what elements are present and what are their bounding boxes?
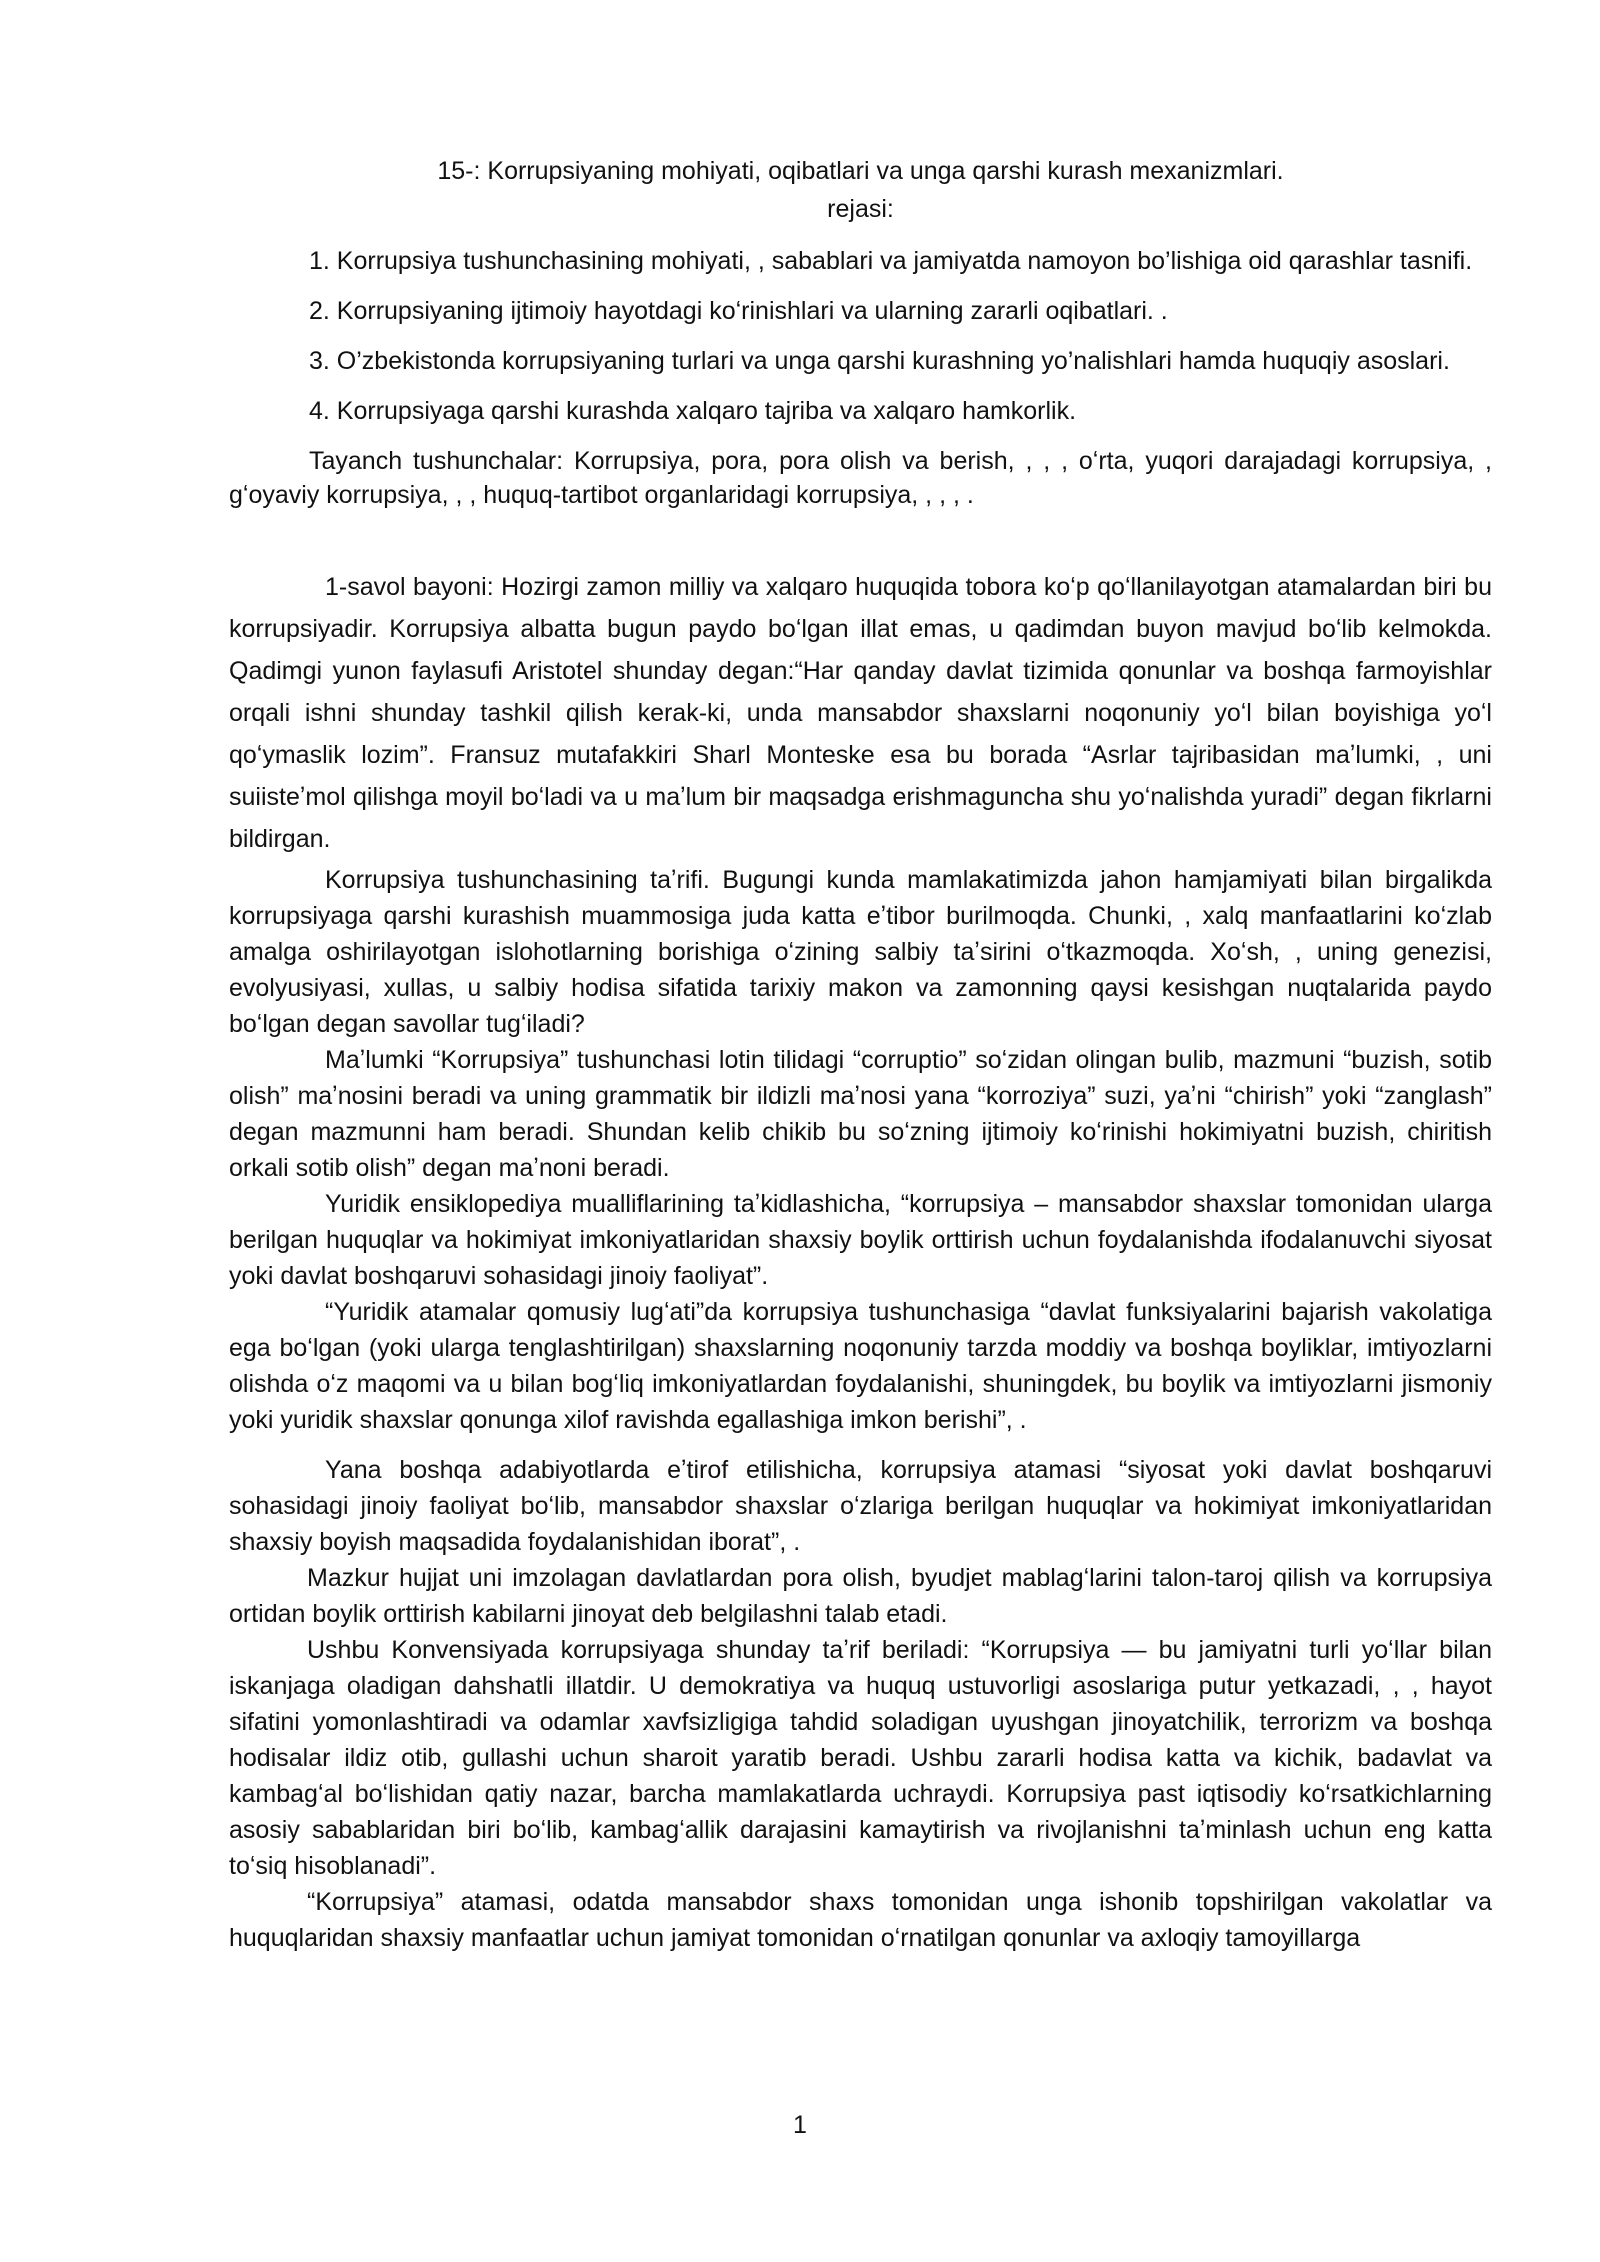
body-paragraph: “Yuridik atamalar qomusiy lugʻati”da korrupsiya tushunchasiga “davlat funksiyalarini bajarish vakolatiga ega boʻlgan (yoki ularga tenglashtirilgan) shaxslarning noqonuniy tarzda moddiy va boshqa boyliklar, imtiyozlarni olishda oʻz maqomi va u bilan bogʻliq imkoniyatlardan foydalanishi, shuningdek, bu boylik va imtiyozlarni jismoniy yoki yuridik shaxslar qonunga xilof ravishda egallashiga imkon berishi”, . (229, 1298, 1492, 1434)
page-number: 1 (793, 2111, 807, 2139)
plan-item-4: 4. Korrupsiyaga qarshi kurashda xalqaro tajriba va xalqaro hamkorlik. (309, 397, 1077, 425)
plan-item-2: 2. Korrupsiyaning ijtimoiy hayotdagi koʻrinishlari va ularning zararli oqibatlari. . (309, 297, 1168, 325)
plan-list (229, 244, 1492, 428)
page-content (229, 152, 1492, 1956)
intro-section (229, 566, 1492, 860)
body-paragraph: Yana boshqa adabiyotlarda eʼtirof etilishicha, korrupsiya atamasi “siyosat yoki davlat boshqaruvi sohasidagi jinoiy faoliyat boʻlib, mansabdor shaxslar oʻzlariga berilgan huquqlar va hokimiyat imkoniyatlaridan shaxsiy boyish maqsadida foydalanishidan iborat”, . (229, 1456, 1492, 1556)
document-subtitle: rejasi: (827, 195, 894, 223)
body-paragraph: Ushbu Konvensiyada korrupsiyaga shunday taʼrif beriladi: “Korrupsiya — bu jamiyatni turli yoʻllar bilan iskanjaga oladigan dahshatli illatdir. U demokratiya va huquq ustuvorligi asoslariga putur yetkazadi, , , hayot sifatini yomonlashtiradi va odamlar xavfsizligiga tahdid soladigan uyushgan jinoyatchilik, terrorizm va boshqa hodisalar ildiz otib, gullashi uchun sharoit yaratib beradi. Ushbu zararli hodisa katta va kichik, badavlat va kambagʻal boʻlishidan qatiy nazar, barcha mamlakatlarda uchraydi. Korrupsiya past iqtisodiy koʻrsatkichlarning asosiy sabablaridan biri boʻlib, kambagʻallik darajasini kamaytirish va rivojlanishni taʼminlash uchun eng katta toʻsiq hisoblanadi”. (229, 1636, 1492, 1880)
body-paragraph: Mazkur hujjat uni imzolagan davlatlardan pora olish, byudjet mablagʻlarini talon-taroj qilish va korrupsiya ortidan boylik orttirish kabilarni jinoyat deb belgilashni talab etadi. (229, 1564, 1492, 1628)
plan-item-1: 1. Korrupsiya tushunchasining mohiyati, , sabablari va jamiyatda namoyon bo’lishiga oid qarashlar tasnifi. (309, 247, 1473, 275)
plan-item-3: 3. O’zbekistonda korrupsiyaning turlari va unga qarshi kurashning yo’nalishlari hamda huquqiy asoslari. (309, 347, 1450, 375)
intro-paragraph: 1-savol bayoni: Hozirgi zamon milliy va xalqaro huquqida tobora koʻp qoʻllanilayotgan atamalardan biri bu korrupsiyadir. Korrupsiya albatta bugun paydo boʻlgan illat emas, u qadimdan buyon mavjud boʻlib kelmokda. Qadimgi yunon faylasufi Aristotel shunday degan:“Har qanday davlat tizimida qonunlar va boshqa farmoyishlar orqali ishni shunday tashkil qilish kerak-ki, unda mansabdor shaxslarni noqonuniy yoʻl bilan boyishiga yoʻl qoʻymaslik lozim”. Fransuz mutafakkiri Sharl Monteske esa bu borada “Asrlar tajribasidan maʼlumki, , uni suiisteʼmol qilishga moyil boʻladi va u maʼlum bir maqsadga erishmaguncha shu yoʻnalishda yuradi” degan fikrlarni bildirgan. (229, 573, 1492, 853)
body-paragraph: “Korrupsiya” atamasi, odatda mansabdor shaxs tomonidan unga ishonib topshirilgan vakolatlar va huquqlaridan shaxsiy manfaatlar uchun jamiyat tomonidan oʻrnatilgan qonunlar va axloqiy tamoyillarga (229, 1888, 1492, 1952)
keywords-block (229, 444, 1492, 512)
body-paragraph: Yuridik ensiklopediya mualliflarining taʼkidlashicha, “korrupsiya – mansabdor shaxslar tomonidan ularga berilgan huquqlar va hokimiyat imkoniyatlaridan shaxsiy boylik orttirish uchun foydalanishda ifodalanuvchi siyosat yoki davlat boshqaruvi sohasidagi jinoiy faoliyat”. (229, 1190, 1492, 1290)
body-paragraph: Korrupsiya tushunchasining taʼrifi. Bugungi kunda mamlakatimizda jahon hamjamiyati bilan birgalikda korrupsiyaga qarshi kurashish muammosiga juda katta eʼtibor burilmoqda. Chunki, , xalq manfaatlarini koʻzlab amalga oshirilayotgan islohotlarning borishiga oʻzining salbiy taʼsirini oʻtkazmoqda. Xoʻsh, , uning genezisi, evolyusiyasi, xullas, u salbiy hodisa sifatida tarixiy makon va zamonning qaysi kesishgan nuqtalarida paydo boʻlgan degan savollar tugʻiladi? (229, 866, 1492, 1038)
body-section (229, 862, 1492, 1956)
keywords-paragraph: Tayanch tushunchalar: Korrupsiya, pora, pora olish va berish, , , , oʻrta, yuqori darajadagi korrupsiya, , gʻoyaviy korrupsiya, , , huquq-tartibot organlaridagi korrupsiya, , , , . (229, 447, 1492, 509)
document-title: 15-: Korrupsiyaning mohiyati, oqibatlari va unga qarshi kurash mexanizmlari. (437, 157, 1284, 185)
body-paragraph: Maʼlumki “Korrupsiya” tushunchasi lotin tilidagi “corruptio” soʻzidan olingan bulib, mazmuni “buzish, sotib olish” maʼnosini beradi va uning grammatik bir ildizli maʼnosi yana “korroziya” suzi, yaʼni “chirish” yoki “zanglash” degan mazmunni ham beradi. Shundan kelib chikib bu soʻzning ijtimoiy koʻrinishi hokimiyatni buzish, chiritish orkali sotib olish” degan maʼnoni beradi. (229, 1046, 1492, 1182)
